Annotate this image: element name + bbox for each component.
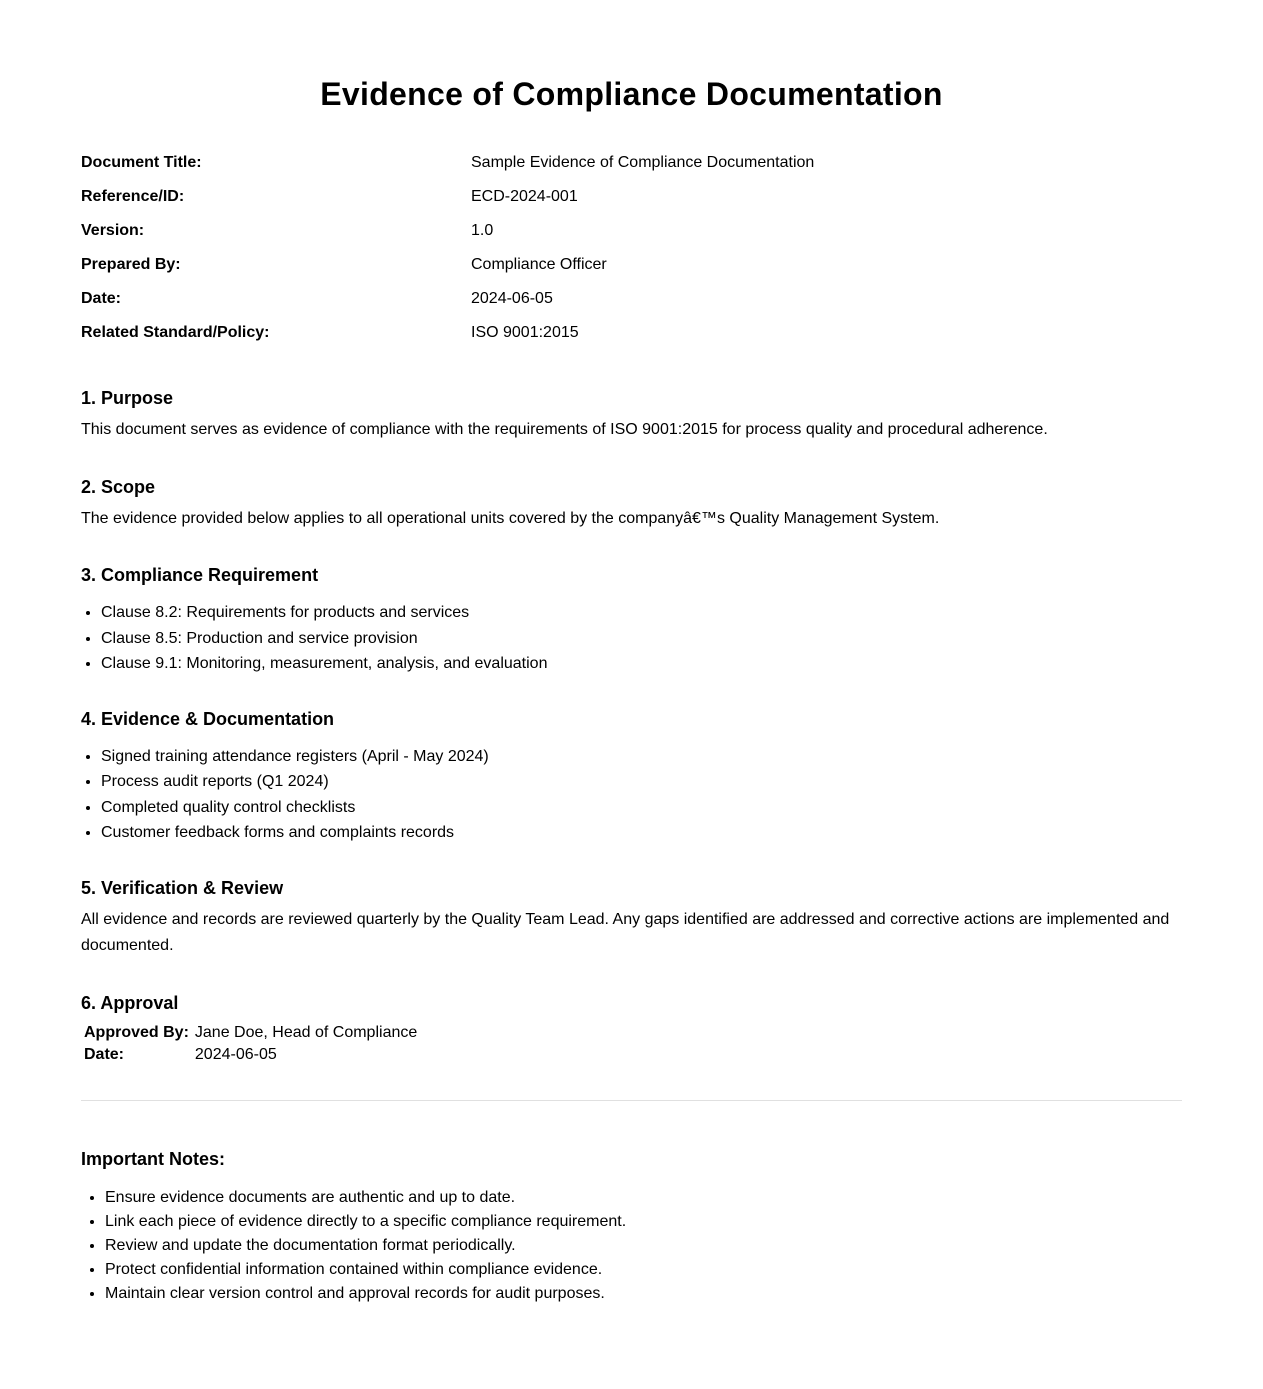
section-heading: 1. Purpose — [81, 388, 174, 408]
meta-value: Sample Evidence of Compliance Documentation — [471, 154, 815, 171]
approval-value: 2024-06-05 — [194, 1045, 277, 1063]
meta-value: 2024-06-05 — [471, 290, 553, 307]
page-title: Evidence of Compliance Documentation — [320, 76, 943, 112]
list-item: • Clause 8.2: Requirements for products and services — [101, 600, 1182, 626]
section-text: This document serves as evidence of compliance with the requirements of ISO 9001:2015 for process quality and procedural adherence. — [81, 421, 1048, 438]
list-item: • Clause 8.5: Production and service provision — [101, 626, 1182, 652]
divider — [81, 1100, 1182, 1101]
section-heading: 5. Verification & Review — [81, 877, 284, 898]
section-heading: 3. Compliance Requirement — [81, 565, 319, 585]
notes-list — [81, 1186, 1182, 1306]
meta-row-reference-id — [81, 180, 1182, 214]
section-heading: 6. Approval — [81, 992, 179, 1013]
list-item: • Process audit reports (Q1 2024) — [101, 769, 1182, 795]
list-item: • Signed training attendance registers (April - May 2024) — [101, 744, 1182, 770]
requirement-list — [81, 600, 1182, 677]
section-verification-review — [81, 877, 1182, 959]
evidence-list — [81, 744, 1182, 846]
approval-label: Date: — [84, 1045, 125, 1063]
section-text: All evidence and records are reviewed quarterly by the Quality Team Lead. Any gaps identified are addressed and corrective actions are implemented and documented. — [81, 910, 1170, 954]
meta-value: Compliance Officer — [471, 256, 607, 273]
approval-row-date — [81, 1044, 420, 1066]
approval-table — [81, 1022, 420, 1066]
approval-row-approved-by — [81, 1022, 420, 1044]
section-evidence-documentation — [81, 708, 1182, 846]
list-item: • Clause 9.1: Monitoring, measurement, analysis, and evaluation — [101, 651, 1182, 677]
meta-label: Related Standard/Policy: — [81, 324, 270, 341]
section-purpose — [81, 387, 1182, 443]
meta-row-version — [81, 214, 1182, 248]
meta-label: Reference/ID: — [81, 188, 185, 205]
section-compliance-requirement — [81, 564, 1182, 677]
meta-label: Prepared By: — [81, 256, 181, 273]
approval-label: Approved By: — [84, 1023, 189, 1041]
document-metadata-table — [81, 146, 1182, 350]
meta-label: Date: — [81, 290, 122, 307]
list-item: • Customer feedback forms and complaints records — [101, 820, 1182, 846]
list-item: • Link each piece of evidence directly to a specific compliance requirement. — [105, 1210, 1182, 1234]
meta-value: ISO 9001:2015 — [471, 324, 579, 341]
notes-heading: Important Notes: — [81, 1148, 225, 1169]
approval-value: Jane Doe, Head of Compliance — [194, 1023, 418, 1041]
important-notes — [81, 1148, 1182, 1306]
list-item: • Ensure evidence documents are authentic and up to date. — [105, 1186, 1182, 1210]
list-item: • Completed quality control checklists — [101, 795, 1182, 821]
meta-value: ECD-2024-001 — [471, 188, 578, 205]
meta-row-related-standard — [81, 316, 1182, 350]
section-approval — [81, 992, 1182, 1066]
section-text: The evidence provided below applies to all operational units covered by the companyâ€™s Quality Management System. — [81, 510, 940, 527]
list-item: • Maintain clear version control and approval records for audit purposes. — [105, 1282, 1182, 1306]
list-item: • Review and update the documentation format periodically. — [105, 1234, 1182, 1258]
meta-label: Version: — [81, 222, 145, 239]
meta-row-prepared-by — [81, 248, 1182, 282]
section-scope — [81, 476, 1182, 532]
meta-row-document-title — [81, 146, 1182, 180]
meta-row-date — [81, 282, 1182, 316]
meta-value: 1.0 — [471, 222, 494, 239]
meta-label: Document Title: — [81, 154, 202, 171]
section-heading: 4. Evidence & Documentation — [81, 708, 335, 729]
section-heading: 2. Scope — [81, 477, 156, 497]
list-item: • Protect confidential information contained within compliance evidence. — [105, 1258, 1182, 1282]
